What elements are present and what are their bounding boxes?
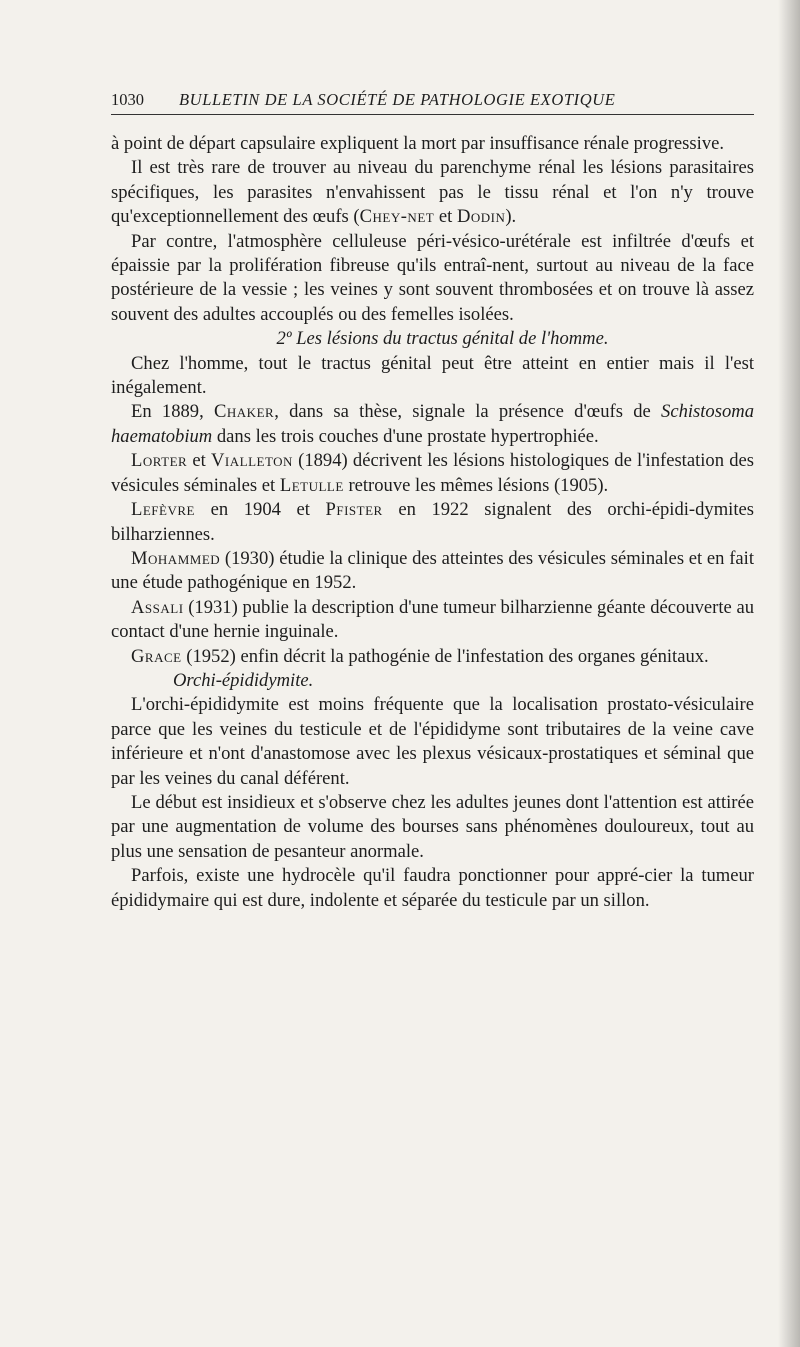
author-name-cheynet: Chey-net (359, 206, 435, 228)
paragraph-2-text: Il est très rare de trouver au niveau du parenchyme rénal les lésions parasitaires spécifiques, les parasites n'envahissent pas le tissu rénal et l'on n'y trouve qu'exceptionnellement des œufs ( (111, 157, 754, 228)
author-name-grace: Grace (131, 645, 182, 667)
page-edge-shadow (778, 0, 800, 1347)
paragraph-10-text: (1952) enfin décrit la pathogénie de l'infestation des organes génitaux. (181, 645, 709, 667)
paragraph-3: Par contre, l'atmosphère celluleuse péri-vésico-urétérale est infiltrée d'œufs et épaissie par la prolifération fibreuse qu'ils entraî-nent, surtout au niveau de la face postérieure de la vessie ; les veines y sont souvent thrombosées et on trouve là assez souvent des adultes accouplés ou des femelles isolées. (111, 230, 754, 325)
paragraph-4: Chez l'homme, tout le tractus génital peut être atteint en entier mais il l'est inégalement. (111, 352, 754, 399)
paragraph-2-end: ). (505, 206, 517, 228)
paragraph-2-mid: et (434, 206, 457, 228)
paragraph-5-end: dans les trois couches d'une prostate hypertrophiée. (212, 425, 599, 447)
author-name-pfister: Pfister (325, 499, 383, 521)
species-name: Schistosoma haematobium (111, 401, 754, 447)
article-body (111, 132, 754, 913)
section-title: 2º Les lésions du tractus génital de l'homme. (276, 328, 609, 350)
paragraph-9-text: (1931) publie la description d'une tumeur bilharzienne géante découverte au contact d'une hernie inguinale. (111, 596, 754, 643)
paragraph-1: à point de départ capsulaire expliquent la mort par insuffisance rénale progressive. (111, 133, 725, 154)
paragraph-6-a: et (187, 450, 211, 472)
paragraph-10 (111, 645, 754, 669)
paragraph-9 (111, 596, 754, 645)
paragraph-6-b: (1894) décrivent les lésions histologiques de l'infestation des vésicules séminales et (111, 450, 754, 496)
author-name-lorter: Lorter (131, 450, 188, 472)
running-title: BULLETIN DE LA SOCIÉTÉ DE PATHOLOGIE EXOTIQUE (179, 90, 616, 109)
paragraph-7 (111, 498, 754, 547)
paragraph-12: Le début est insidieux et s'observe chez les adultes jeunes dont l'attention est attirée par une augmentation de volume des bourses sans phénomènes douloureux, tout au plus une sensation de pesanteur anormale. (111, 791, 754, 862)
paragraph-8-text: (1930) étudie la clinique des atteintes des vésicules séminales et en fait une étude pathogénique en 1952. (111, 547, 754, 594)
author-name-dodin: Dodin (456, 206, 506, 228)
author-name-vialleton: Vialleton (211, 450, 293, 472)
paragraph-7-a: en 1904 et (194, 499, 326, 521)
subheading: Orchi-épididymite. (173, 669, 314, 691)
author-name-assali: Assali (131, 596, 184, 618)
paragraph-13: Parfois, existe une hydrocèle qu'il faudra ponctionner pour appré-cier la tumeur épididymaire qui est dure, indolente et séparée du testicule par un sillon. (111, 865, 754, 911)
author-name-mohammed: Mohammed (131, 547, 221, 569)
paragraph-5 (111, 400, 754, 449)
page-header (111, 86, 754, 115)
paragraph-6 (111, 449, 754, 498)
author-name-letulle: Letulle (279, 474, 344, 496)
paragraph-7-b: en 1922 signalent des orchi-épidi-dymites bilharziennes. (111, 499, 754, 545)
paragraph-6-c: retrouve les mêmes lésions (1905). (343, 474, 609, 496)
author-name-lefevre: Lefèvre (131, 499, 195, 521)
paragraph-5-start: En 1889, (131, 401, 214, 423)
paragraph-11: L'orchi-épididymite est moins fréquente que la localisation prostato-vésiculaire parce que les veines du testicule et de l'épididyme sont tributaires de la veine cave inférieure et n'ont d'anastomose avec les plexus vésicaux-prostatiques et séminal que par les veines du canal déférent. (111, 694, 754, 789)
page-number: 1030 (111, 90, 144, 109)
paragraph-8 (111, 547, 754, 596)
author-name-chaker: Chaker (214, 401, 275, 423)
paragraph-5-mid: , dans sa thèse, signale la présence d'œufs de (274, 401, 662, 423)
paragraph-2 (111, 156, 754, 229)
